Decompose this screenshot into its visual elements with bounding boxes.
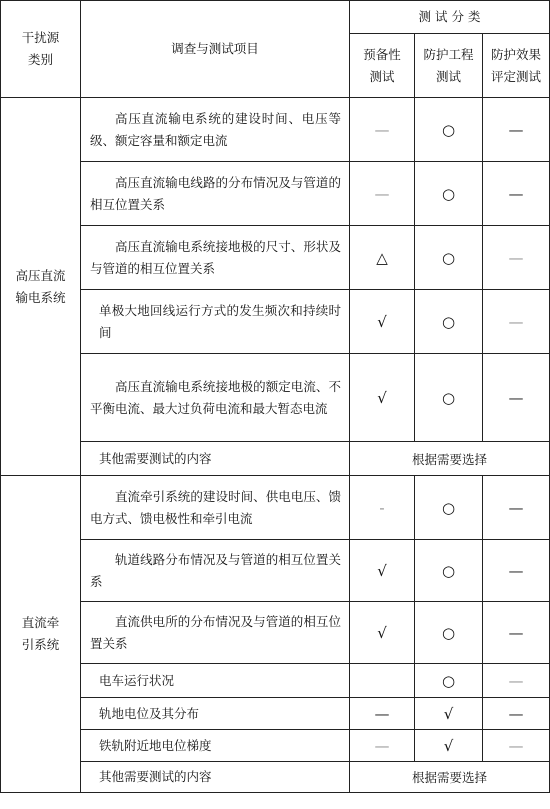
mark-protection: ○	[415, 602, 483, 664]
mark-preparatory	[350, 664, 415, 698]
mark-preparatory: √	[350, 540, 415, 602]
mark-protection: ○	[415, 162, 483, 226]
mark-protection: ○	[415, 98, 483, 162]
group-hvdc	[1, 98, 81, 476]
mark-evaluation: —	[483, 602, 550, 664]
mark-protection: ○	[415, 226, 483, 290]
mark-protection: ○	[415, 354, 483, 442]
mark-evaluation: —	[483, 698, 550, 730]
mark-preparatory: √	[350, 290, 415, 354]
table-row	[1, 540, 550, 602]
group-name-line1: 高压直流	[15, 267, 66, 283]
mark-protection: √	[415, 698, 483, 730]
table-row	[1, 698, 550, 730]
header-col-protection-l1: 防护工程	[423, 46, 474, 62]
mark-evaluation: —	[483, 476, 550, 540]
table-row	[1, 476, 550, 540]
group-name-line2: 输电系统	[15, 289, 66, 305]
mark-protection: ○	[415, 476, 483, 540]
mark-evaluation: —	[483, 290, 550, 354]
mark-preparatory: √	[350, 354, 415, 442]
item-text: 高压直流输电系统接地极的额定电流、不平衡电流、最大过负荷电流和最大暂态电流	[81, 354, 350, 442]
table-row	[1, 226, 550, 290]
header-col-protection-l2: 测试	[435, 68, 461, 84]
group-name-line2: 引系统	[21, 637, 60, 652]
table-row	[1, 354, 550, 442]
header-source-type-line1: 干扰源	[21, 30, 60, 45]
header-col-protection	[415, 34, 483, 98]
mark-evaluation: —	[483, 540, 550, 602]
mark-preparatory: —	[350, 730, 415, 762]
item-text: 高压直流输电系统的建设时间、电压等级、额定容量和额定电流	[81, 98, 350, 162]
item-other: 其他需要测试的内容	[81, 762, 350, 793]
item-text: 高压直流输电线路的分布情况及与管道的相互位置关系	[81, 162, 350, 226]
header-source-type-line2: 类别	[27, 52, 53, 67]
header-col-evaluation	[483, 34, 550, 98]
mark-protection: ○	[415, 540, 483, 602]
item-text: 铁轨附近地电位梯度	[81, 730, 350, 762]
table-row-other	[1, 762, 550, 793]
mark-preparatory: △	[350, 226, 415, 290]
item-text: 轨道线路分布情况及与管道的相互位置关系	[81, 540, 350, 602]
header-col-evaluation-l2: 评定测试	[491, 68, 542, 84]
item-other: 其他需要测试的内容	[81, 442, 350, 476]
table-row	[1, 162, 550, 226]
table-row	[1, 730, 550, 762]
select-as-needed-note: 根据需要选择	[350, 442, 550, 476]
item-text: 直流牵引系统的建设时间、供电电压、馈电方式、馈电极性和牵引电流	[81, 476, 350, 540]
mark-preparatory: —	[350, 162, 415, 226]
mark-preparatory: —	[350, 98, 415, 162]
item-text: 单极大地回线运行方式的发生频次和持续时间	[81, 290, 350, 354]
header-col-preparatory	[350, 34, 415, 98]
header-col-preparatory-l1: 预备性	[363, 46, 401, 62]
mark-evaluation: —	[483, 664, 550, 698]
header-source-type	[1, 1, 81, 98]
mark-preparatory: -	[350, 476, 415, 540]
mark-preparatory: —	[350, 698, 415, 730]
table-row	[1, 664, 550, 698]
table-row	[1, 602, 550, 664]
mark-evaluation: —	[483, 226, 550, 290]
group-dc-traction	[1, 476, 81, 793]
mark-protection: ○	[415, 290, 483, 354]
item-text: 高压直流输电系统接地极的尺寸、形状及与管道的相互位置关系	[81, 226, 350, 290]
table-row-other	[1, 442, 550, 476]
group-name-line1: 直流牵	[21, 615, 60, 630]
table-row	[1, 290, 550, 354]
mark-evaluation: —	[483, 730, 550, 762]
mark-evaluation: —	[483, 162, 550, 226]
header-col-preparatory-l2: 测试	[369, 68, 395, 84]
mark-protection: √	[415, 730, 483, 762]
item-text: 直流供电所的分布情况及与管道的相互位置关系	[81, 602, 350, 664]
mark-protection: ○	[415, 664, 483, 698]
mark-preparatory: √	[350, 602, 415, 664]
header-row-1	[1, 1, 550, 34]
table-row	[1, 98, 550, 162]
header-col-evaluation-l1: 防护效果	[491, 46, 542, 62]
mark-evaluation: —	[483, 354, 550, 442]
header-item: 调查与测试项目	[81, 1, 350, 98]
mark-evaluation: —	[483, 98, 550, 162]
item-text: 轨地电位及其分布	[81, 698, 350, 730]
header-category: 测 试 分 类	[350, 1, 550, 34]
item-text: 电车运行状况	[81, 664, 350, 698]
select-as-needed-note: 根据需要选择	[350, 762, 550, 793]
